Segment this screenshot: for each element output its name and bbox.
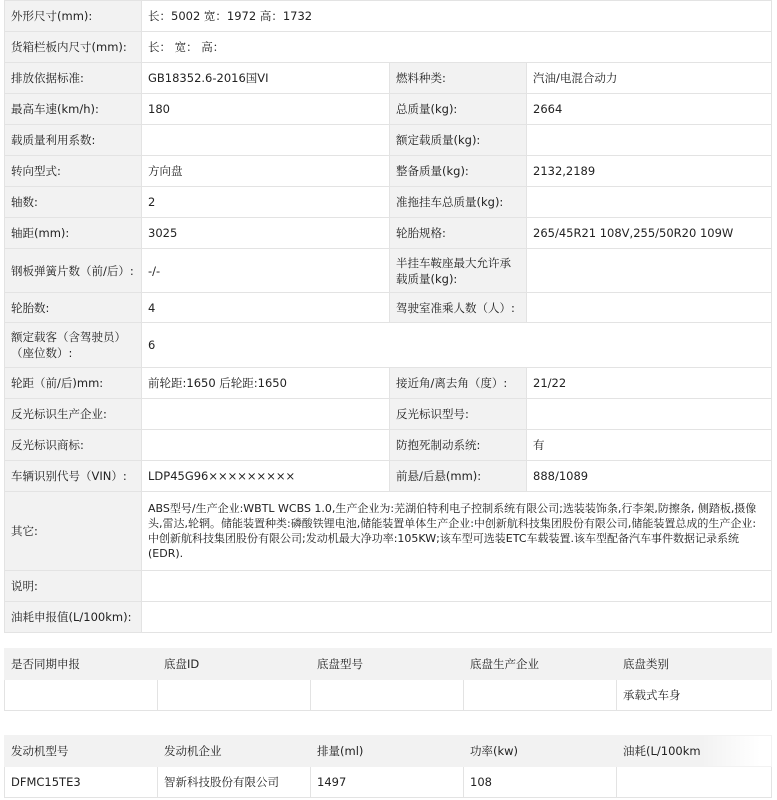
other-label: 其它: [5, 492, 142, 571]
trailer-mass-value [527, 187, 772, 218]
table-row [5, 680, 772, 711]
spec-row-axles [5, 187, 772, 218]
spec-row-track [5, 368, 772, 399]
spec-row-vin [5, 461, 772, 492]
vin-value: LDP45G96××××××××× [142, 461, 390, 492]
chassis-cell [5, 680, 158, 711]
rated-load-value [527, 125, 772, 156]
chassis-cell [464, 680, 617, 711]
spec-row-load [5, 125, 772, 156]
tire-count-value: 4 [142, 293, 390, 323]
spec-row-emission [5, 63, 772, 94]
engine-header-cell: 功率(kw) [464, 736, 617, 767]
spec-row-fuel-consumption [5, 602, 772, 633]
reflect-brand-value [142, 430, 390, 461]
reflect-mfr-value [142, 399, 390, 430]
overhang-value: 888/1089 [527, 461, 772, 492]
seats-label: 额定载客（含驾驶员）（座位数）: [5, 323, 142, 368]
fuel-consumption-value [142, 602, 772, 633]
spec-row-reflect [5, 399, 772, 430]
angle-value: 21/22 [527, 368, 772, 399]
vehicle-spec-table [4, 0, 772, 633]
engine-cell [617, 767, 772, 798]
reflect-model-value [527, 399, 772, 430]
engine-table [4, 735, 772, 798]
table-row [5, 767, 772, 798]
chassis-header-cell: 底盘类别 [617, 649, 772, 680]
spec-row-speed [5, 94, 772, 125]
fuel-type-value: 汽油/电混合动力 [527, 63, 772, 94]
seats-value: 6 [142, 323, 772, 368]
spec-row-spring [5, 249, 772, 293]
chassis-header-cell: 底盘ID [158, 649, 311, 680]
cargo-box-value: 长： 宽： 高： [142, 32, 772, 63]
emission-label: 排放依据标准: [5, 63, 142, 94]
spec-row-other [5, 492, 772, 571]
cab-capacity-label: 驾驶室准乘人数（人）: [390, 293, 527, 323]
fuel-type-label: 燃料种类: [390, 63, 527, 94]
chassis-table [4, 648, 772, 711]
steering-value: 方向盘 [142, 156, 390, 187]
engine-header-row [5, 736, 772, 767]
chassis-header-cell: 是否同期申报 [5, 649, 158, 680]
reflect-brand-label: 反光标识商标: [5, 430, 142, 461]
overhang-label: 前悬/后悬(mm): [390, 461, 527, 492]
total-mass-label: 总质量(kg): [390, 94, 527, 125]
wheelbase-label: 轴距(mm): [5, 218, 142, 249]
spec-row-abs [5, 430, 772, 461]
abs-label: 防抱死制动系统: [390, 430, 527, 461]
reflect-model-label: 反光标识型号: [390, 399, 527, 430]
load-util-label: 载质量利用系数: [5, 125, 142, 156]
engine-cell: 108 [464, 767, 617, 798]
max-speed-label: 最高车速(km/h): [5, 94, 142, 125]
total-mass-value: 2664 [527, 94, 772, 125]
other-value: ABS型号/生产企业:WBTL WCBS 1.0,生产企业为:芜湖伯特利电子控制系统有限公司;选装装饰条,行李架,防擦条, 侧踏板,摄像头,雷达,轮辋。储能装置种类:磷酸铁锂电池,储能装置单体生产企业:中创新航科技集团股份有限公司,储能装置总成的生产企业:中创新航科技集团股份有限公司;发动机最大净功率:105KW;该车型可选装ETC车载装置.该车型配备汽车事件数据记录系统(EDR). [142, 492, 772, 571]
chassis-header-row [5, 649, 772, 680]
cab-capacity-value [527, 293, 772, 323]
wheelbase-value: 3025 [142, 218, 390, 249]
engine-header-fuel-text: 油耗(L/100km [623, 744, 701, 758]
spring-leaves-value: -/- [142, 249, 390, 293]
tire-count-label: 轮胎数: [5, 293, 142, 323]
saddle-mass-value [527, 249, 772, 293]
curb-mass-value: 2132,2189 [527, 156, 772, 187]
engine-header-cell: 排量(ml) [311, 736, 464, 767]
fuel-consumption-label: 油耗申报值(L/100km): [5, 602, 142, 633]
chassis-header-cell: 底盘生产企业 [464, 649, 617, 680]
curb-mass-label: 整备质量(kg): [390, 156, 527, 187]
saddle-mass-label: 半挂车鞍座最大允许承载质量(kg): [390, 249, 527, 293]
spring-leaves-label: 钢板弹簧片数（前/后）: [5, 249, 142, 293]
engine-cell: 1497 [311, 767, 464, 798]
engine-header-cell: 发动机型号 [5, 736, 158, 767]
spec-row-tires [5, 293, 772, 323]
angle-label: 接近角/离去角（度）: [390, 368, 527, 399]
dimensions-value: 长：5002 宽：1972 高：1732 [142, 1, 772, 32]
chassis-cell: 承载式车身 [617, 680, 772, 711]
dimensions-label: 外形尺寸(mm): [5, 1, 142, 32]
note-value [142, 571, 772, 602]
engine-cell: 智新科技股份有限公司 [158, 767, 311, 798]
spec-row-seats [5, 323, 772, 368]
engine-header-cell-fuel [617, 736, 772, 767]
vin-label: 车辆识别代号（VIN）: [5, 461, 142, 492]
axles-value: 2 [142, 187, 390, 218]
emission-value: GB18352.6-2016国VI [142, 63, 390, 94]
spec-row-cargo [5, 32, 772, 63]
chassis-cell [311, 680, 464, 711]
reflect-mfr-label: 反光标识生产企业: [5, 399, 142, 430]
engine-cell: DFMC15TE3 [5, 767, 158, 798]
trailer-mass-label: 准拖挂车总质量(kg): [390, 187, 527, 218]
cargo-box-label: 货箱栏板内尺寸(mm): [5, 32, 142, 63]
track-value: 前轮距:1650 后轮距:1650 [142, 368, 390, 399]
chassis-cell [158, 680, 311, 711]
scroll-fade [701, 736, 771, 766]
rated-load-label: 额定载质量(kg): [390, 125, 527, 156]
note-label: 说明: [5, 571, 142, 602]
steering-label: 转向型式: [5, 156, 142, 187]
abs-value: 有 [527, 430, 772, 461]
engine-header-cell: 发动机企业 [158, 736, 311, 767]
tire-spec-label: 轮胎规格: [390, 218, 527, 249]
spec-row-wheelbase [5, 218, 772, 249]
load-util-value [142, 125, 390, 156]
spec-row-steering [5, 156, 772, 187]
chassis-header-cell: 底盘型号 [311, 649, 464, 680]
max-speed-value: 180 [142, 94, 390, 125]
tire-spec-value: 265/45R21 108V,255/50R20 109W [527, 218, 772, 249]
spec-row-dimensions [5, 1, 772, 32]
spec-row-note [5, 571, 772, 602]
track-label: 轮距（前/后)mm: [5, 368, 142, 399]
axles-label: 轴数: [5, 187, 142, 218]
